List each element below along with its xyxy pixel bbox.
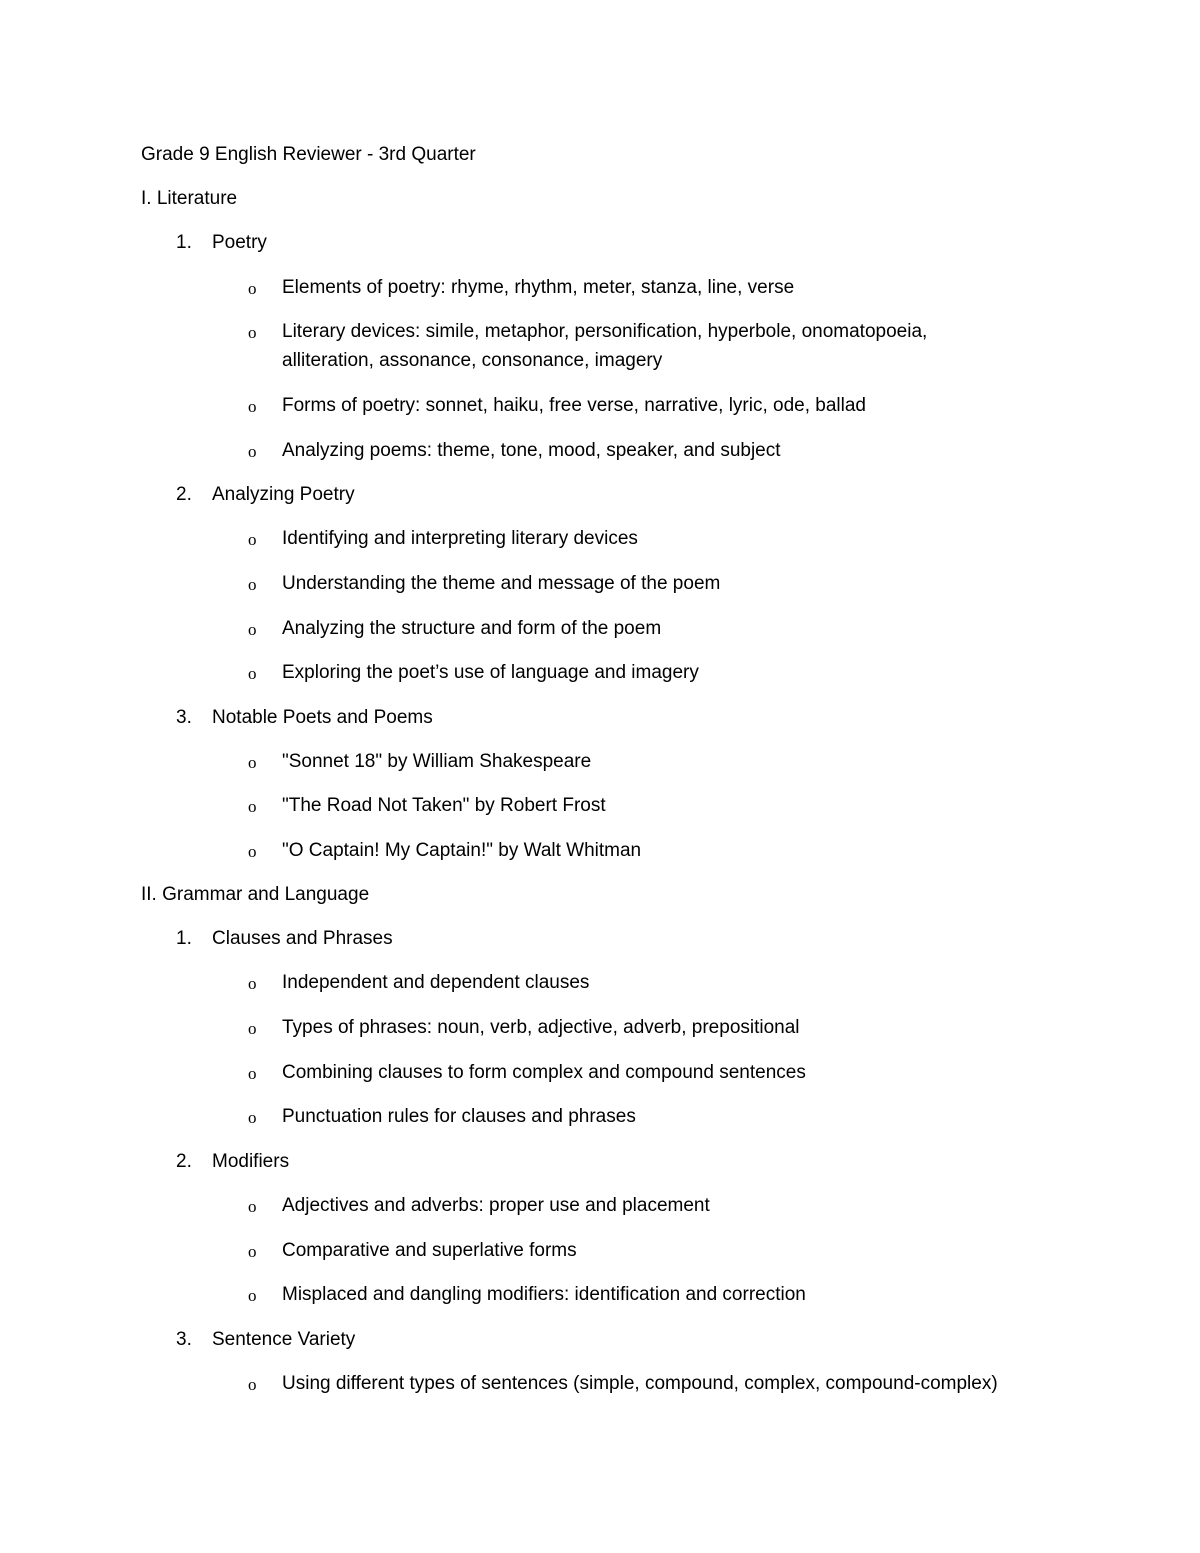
section-heading-grammar: II. Grammar and Language [141, 884, 370, 905]
bullet-marker: o [248, 1019, 257, 1038]
bullet-marker: o [248, 1242, 257, 1261]
list-number: 2. [176, 1151, 192, 1172]
bullet-marker: o [248, 530, 257, 549]
list-number: 2. [176, 484, 192, 505]
bullet-text: Exploring the poet’s use of language and imagery [282, 662, 699, 683]
bullet-text: Identifying and interpreting literary devices [282, 528, 638, 549]
bullet-text: Independent and dependent clauses [282, 972, 590, 993]
list-item-sentence-variety: Sentence Variety [212, 1329, 356, 1350]
bullet-marker: o [248, 1286, 257, 1305]
bullet-text: Using different types of sentences (simple, compound, complex, compound-complex) [282, 1373, 998, 1394]
bullet-marker: o [248, 1375, 257, 1394]
bullet-text: "Sonnet 18" by William Shakespeare [282, 751, 592, 772]
bullet-marker: o [248, 575, 257, 594]
bullet-text: Misplaced and dangling modifiers: identification and correction [282, 1284, 806, 1305]
bullet-marker: o [248, 323, 257, 342]
document-title: Grade 9 English Reviewer - 3rd Quarter [141, 144, 476, 165]
bullet-text: Analyzing the structure and form of the poem [282, 618, 662, 639]
bullet-marker: o [248, 664, 257, 683]
bullet-marker: o [248, 1197, 257, 1216]
bullet-text: Literary devices: simile, metaphor, personification, hyperbole, onomatopoeia, [282, 321, 928, 342]
bullet-text: "The Road Not Taken" by Robert Frost [282, 795, 606, 816]
bullet-marker: o [248, 620, 257, 639]
bullet-text: Adjectives and adverbs: proper use and placement [282, 1195, 710, 1216]
bullet-marker: o [248, 842, 257, 861]
list-number: 1. [176, 232, 192, 253]
bullet-text: Elements of poetry: rhyme, rhythm, meter, stanza, line, verse [282, 277, 795, 298]
bullet-text: Understanding the theme and message of the poem [282, 573, 721, 594]
bullet-text: Types of phrases: noun, verb, adjective, adverb, prepositional [282, 1017, 800, 1038]
bullet-text: Forms of poetry: sonnet, haiku, free verse, narrative, lyric, ode, ballad [282, 395, 866, 416]
bullet-marker: o [248, 1064, 257, 1083]
list-item-analyzing-poetry: Analyzing Poetry [212, 484, 355, 505]
bullet-text: Comparative and superlative forms [282, 1240, 577, 1261]
bullet-text: Punctuation rules for clauses and phrases [282, 1106, 636, 1127]
bullet-marker: o [248, 279, 257, 298]
bullet-marker: o [248, 797, 257, 816]
bullet-marker: o [248, 974, 257, 993]
bullet-text: Analyzing poems: theme, tone, mood, speaker, and subject [282, 440, 781, 461]
bullet-marker: o [248, 442, 257, 461]
bullet-marker: o [248, 753, 257, 772]
list-number: 3. [176, 1329, 192, 1350]
bullet-marker: o [248, 397, 257, 416]
list-item-modifiers: Modifiers [212, 1151, 290, 1172]
section-heading-literature: I. Literature [141, 188, 238, 209]
list-number: 1. [176, 928, 192, 949]
bullet-text: "O Captain! My Captain!" by Walt Whitman [282, 840, 642, 861]
bullet-marker: o [248, 1108, 257, 1127]
bullet-text: Combining clauses to form complex and compound sentences [282, 1062, 806, 1083]
bullet-text-continued: alliteration, assonance, consonance, imagery [282, 350, 663, 371]
list-item-clauses-phrases: Clauses and Phrases [212, 928, 393, 949]
list-item-notable-poets: Notable Poets and Poems [212, 707, 433, 728]
list-number: 3. [176, 707, 192, 728]
list-item-poetry: Poetry [212, 232, 267, 253]
